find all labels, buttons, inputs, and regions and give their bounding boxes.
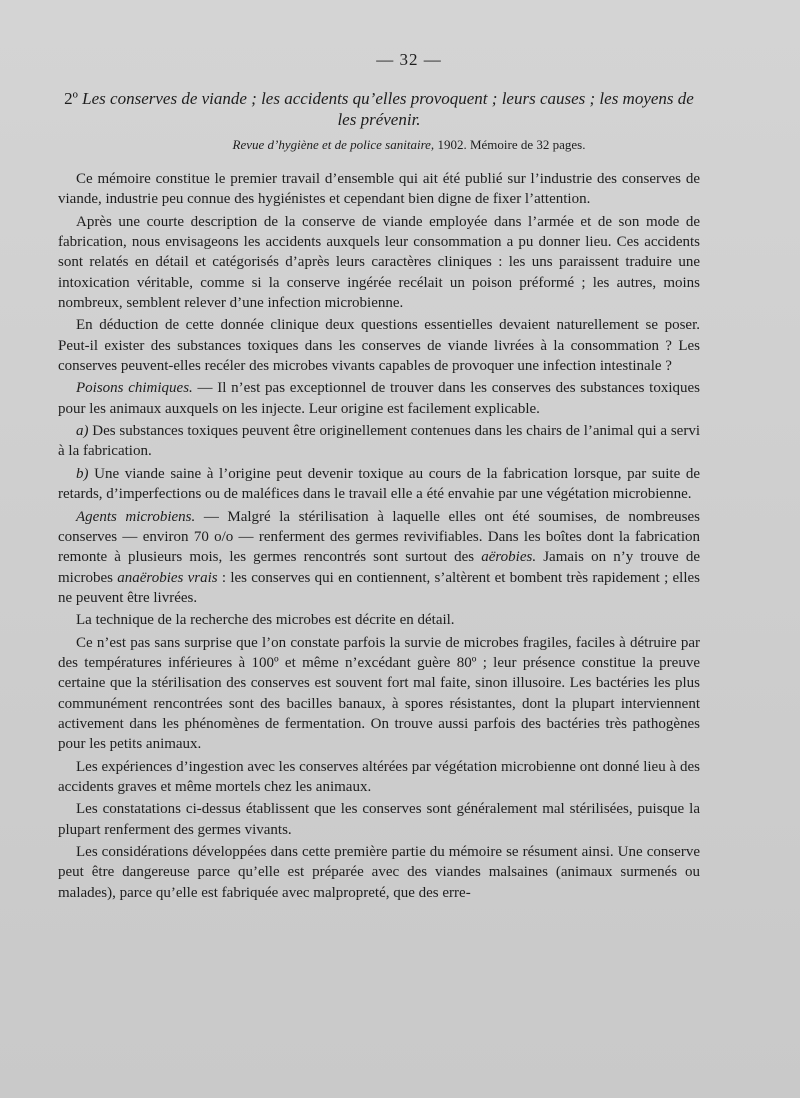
paragraph-text: — Il n’est pas exceptionnel de trouver dans les conserves des substances toxiques pour les animaux auxquels on les injecte. Leur origine est facilement explicable. — [58, 380, 701, 417]
paragraph — [58, 633, 700, 755]
paragraph — [58, 610, 700, 630]
paragraph-text: Jamais on n’y trouve de microbes — [58, 549, 700, 586]
paragraph-lead: Agents microbiens. — [76, 508, 196, 525]
paragraph-text: Les considérations développées dans cette première partie du mémoire se résument ainsi. Une conserve peut être dangereuse parce qu’elle est préparée avec des viandes malsaines (animaux surmenés ou malades), parce qu’elle est fabriquée avec malpropreté, que des erre- — [58, 844, 700, 901]
paragraph — [58, 421, 700, 462]
citation-details: 1902. Mémoire de 32 pages. — [434, 137, 586, 152]
paragraph-lead: a) — [76, 423, 89, 440]
citation-journal: Revue d’hygiène et de police sanitaire, — [232, 137, 435, 152]
paragraph — [58, 507, 700, 609]
paragraph — [58, 757, 700, 798]
paragraph-text: Une viande saine à l’origine peut devenir toxique au cours de la fabrication lorsque, par suite de retards, d’imperfections ou de maléfices dans le travail elle a été envahie par une végétation microbienne. — [58, 465, 700, 503]
paragraph-text: En déduction de cette donnée clinique deux questions essentielles devaient naturellement se poser. Peut-il exister des substances toxiques dans les conserves de viande livrées à la consommation ? Les conserves peuvent-elles recéler des microbes vivants capables de provoquer une infection intestinale ? — [58, 317, 700, 375]
page-number: — 32 — — [376, 50, 442, 69]
paragraph — [58, 378, 700, 419]
section-number: 2º — [64, 89, 78, 108]
paragraph-text: Ce mémoire constitue le premier travail d’ensemble qui ait été publié sur l’industrie des conserves de viande, industrie peu connue des hygiénistes et cependant bien digne de fixer l’attention. — [58, 171, 700, 208]
page-content — [58, 50, 700, 905]
paragraph-text: Les expériences d’ingestion avec les conserves altérées par végétation microbienne ont donné lieu à des accidents graves et même mortels chez les animaux. — [58, 758, 700, 795]
body-text — [58, 169, 700, 903]
section-title-text: Les conserves de viande ; les accidents qu’elles provoquent ; leurs causes ; les moyens de les prévenir. — [82, 89, 694, 129]
paragraph-text: La technique de la recherche des microbes est décrite en détail. — [76, 612, 455, 629]
paragraph-lead: b) — [76, 465, 89, 482]
paragraph-emphasis: aërobies. — [481, 549, 537, 566]
paragraph-text: Ce n’est pas sans surprise que l’on constate parfois la survie de microbes fragiles, faciles à détruire par des températures inférieures à 100º et même n’excédant guère 80º ; leur présence constitue la preuve certaine que la stérilisation des conserves est souvent fort mal faite, sinon illusoire. Les bactéries les plus communément rencontrées sont des bacilles banaux, à spores résistantes, dont la plupart interviennent activement dans les phénomènes de fermentation. On trouve aussi parfois des bactéries très pathogènes pour les petits animaux. — [58, 634, 700, 753]
paragraph-lead: Poisons chimiques. — [76, 380, 193, 397]
paragraph-text: Les constatations ci-dessus établissent que les conserves sont généralement mal stérilisées, puisque la plupart renferment des germes vivants. — [58, 801, 700, 838]
section-title — [58, 88, 700, 130]
paragraph-text: Après une courte description de la conserve de viande employée dans l’armée et de son mode de fabrication, nous envisageons les accidents auxquels leur consommation a pu donner lieu. Ces accidents sont relatés en détail et catégorisés d’après leurs caractères cliniques : les uns paraissent traduire une intoxication véritable, comme si la conserve ingérée recélait un poison préformé ; les autres, moins nombreux, semblent relever d’une infection microbienne. — [58, 213, 700, 312]
paragraph-emphasis: anaërobies vrais — [117, 569, 218, 586]
paragraph-text: : les conserves qui en contiennent, s’altèrent et bombent très rapidement ; elles ne peuvent être livrées. — [58, 569, 700, 606]
paragraph — [58, 464, 700, 505]
paragraph — [58, 799, 700, 840]
paragraph — [58, 315, 700, 376]
paragraph-text: — Malgré la stérilisation à laquelle elles ont été soumises, de nombreuses conserves — environ 70 o/o — renferment des germes revivifiables. Dans les boîtes dont la fabrication remonte à plusieurs mois, les germes rencontrés sont surtout des — [58, 508, 700, 566]
paragraph — [58, 169, 700, 210]
citation — [118, 137, 700, 153]
paragraph — [58, 212, 700, 314]
paragraph — [58, 842, 700, 903]
paragraph-text: Des substances toxiques peuvent être originellement contenues dans les chairs de l’animal qui a servi à la fabrication. — [58, 423, 700, 460]
